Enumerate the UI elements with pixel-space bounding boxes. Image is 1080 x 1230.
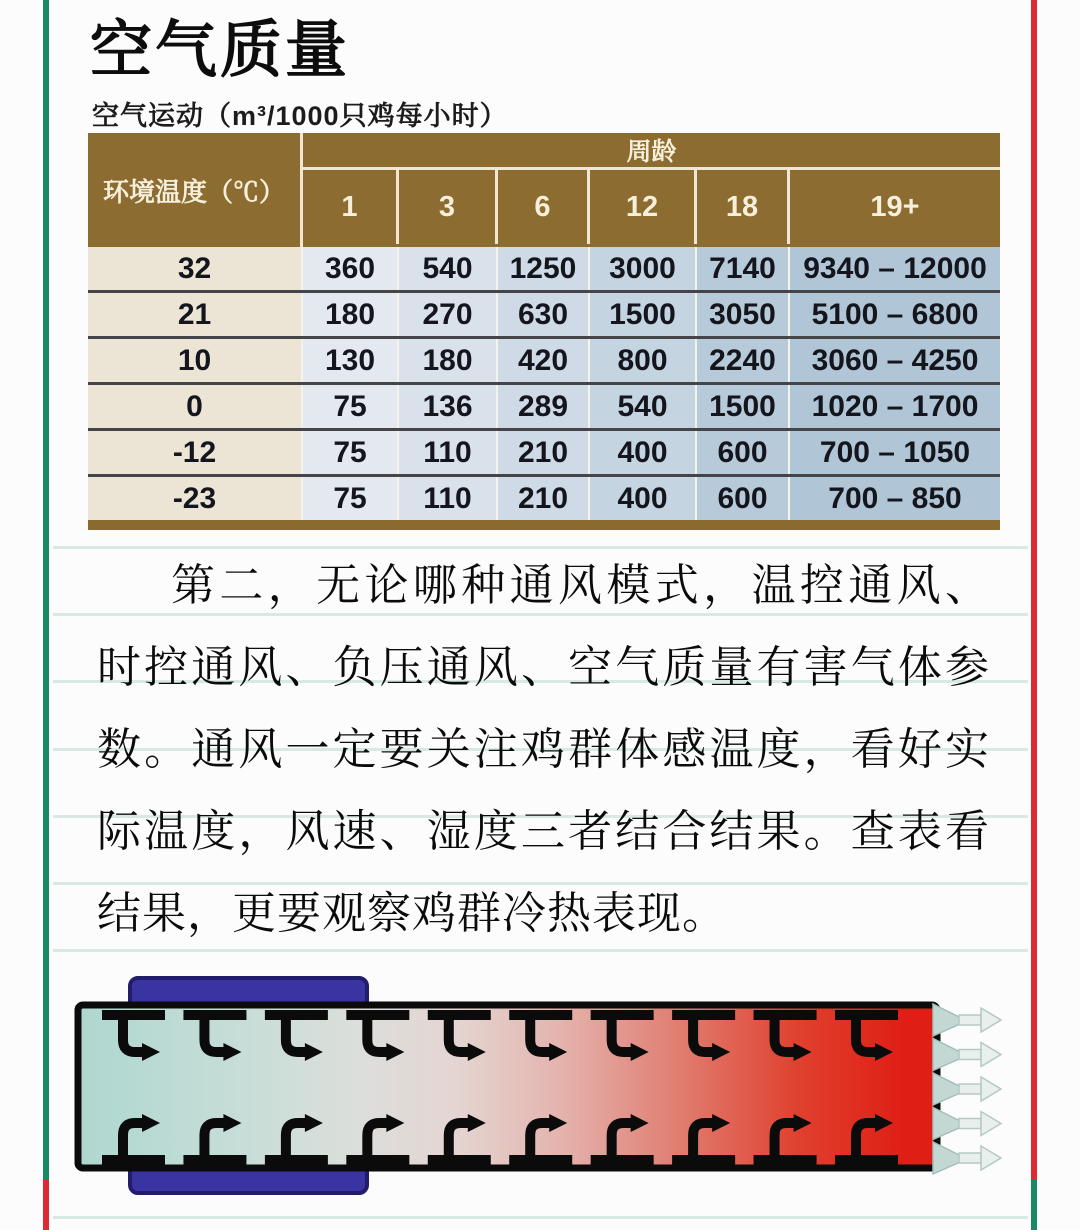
exhaust-fan-arrows	[933, 1004, 1001, 1174]
value-cell: 420	[498, 339, 590, 382]
temp-cell: 21	[88, 293, 303, 336]
value-cell: 1500	[697, 385, 790, 428]
value-cell: 400	[590, 477, 697, 520]
value-cell: 1500	[590, 293, 697, 336]
value-cell: 3060 – 4250	[790, 339, 1000, 382]
table-row	[88, 290, 1000, 336]
value-cell: 630	[498, 293, 590, 336]
temp-cell: 10	[88, 339, 303, 382]
value-cell: 800	[590, 339, 697, 382]
value-cell: 540	[590, 385, 697, 428]
value-cell: 400	[590, 431, 697, 474]
body-paragraph	[97, 545, 990, 955]
table-row	[88, 336, 1000, 382]
value-cell: 5100 – 6800	[790, 293, 1000, 336]
left-accent-stripe-red	[43, 1180, 49, 1230]
value-cell: 700 – 850	[790, 477, 1000, 520]
value-cell: 180	[303, 293, 399, 336]
value-cell: 270	[399, 293, 498, 336]
header-age-6: 6	[498, 170, 590, 244]
value-cell: 289	[498, 385, 590, 428]
value-cell: 75	[303, 477, 399, 520]
header-age-19plus: 19+	[870, 190, 920, 223]
header-age-1: 1	[303, 170, 399, 244]
value-cell: 3050	[697, 293, 790, 336]
table-row	[88, 382, 1000, 428]
value-cell: 110	[399, 477, 498, 520]
exhaust-arrow-icon	[933, 1073, 1001, 1105]
table-header	[88, 133, 1000, 247]
exhaust-arrow-icon	[933, 1004, 1001, 1036]
right-accent-stripe-red	[1031, 0, 1037, 1180]
value-cell: 210	[498, 477, 590, 520]
value-cell: 7140	[697, 247, 790, 290]
exhaust-arrow-icon	[933, 1108, 1001, 1140]
temp-cell: -12	[88, 431, 303, 474]
value-cell: 700 – 1050	[790, 431, 1000, 474]
exhaust-arrow-icon	[933, 1039, 1001, 1071]
ruled-line	[53, 1216, 1028, 1219]
exhaust-arrow-icon	[933, 1142, 1001, 1174]
paragraph-line: 结果，更要观察鸡群冷热表现。	[97, 889, 727, 938]
temp-cell: -23	[88, 477, 303, 520]
table-row	[88, 247, 1000, 290]
value-cell: 136	[399, 385, 498, 428]
header-age-weeks: 周龄	[303, 133, 1000, 170]
right-accent-stripe-green	[1031, 1180, 1037, 1230]
temp-cell: 0	[88, 385, 303, 428]
paragraph-line: 时控通风、负压通风、空气质量有害气体参	[97, 643, 990, 692]
header-ambient-temp: 环境温度（℃）	[88, 133, 303, 247]
paragraph-line: 数。通风一定要关注鸡群体感温度，看好实	[97, 725, 990, 774]
tunnel-ventilation-diagram	[60, 960, 1020, 1215]
value-cell: 130	[303, 339, 399, 382]
header-age-3: 3	[399, 170, 498, 244]
table-caption: 空气运动（m³/1000只鸡每小时）	[92, 101, 508, 131]
value-cell: 540	[399, 247, 498, 290]
header-age-12: 12	[590, 170, 697, 244]
value-cell: 1250	[498, 247, 590, 290]
page-title: 空气质量	[90, 16, 351, 85]
value-cell: 2240	[697, 339, 790, 382]
value-cell: 180	[399, 339, 498, 382]
paragraph-line: 际温度，风速、湿度三者结合结果。查表看	[97, 807, 990, 856]
value-cell: 600	[697, 431, 790, 474]
value-cell: 3000	[590, 247, 697, 290]
header-age-18: 18	[697, 170, 790, 244]
table-bottom-bar	[88, 520, 1000, 530]
table-row	[88, 428, 1000, 474]
paragraph-line: 第二，无论哪种通风模式，温控通风、	[171, 561, 990, 610]
air-movement-table	[88, 133, 1000, 530]
value-cell: 360	[303, 247, 399, 290]
temp-cell: 32	[88, 247, 303, 290]
value-cell: 600	[697, 477, 790, 520]
value-cell: 75	[303, 385, 399, 428]
value-cell: 1020 – 1700	[790, 385, 1000, 428]
left-accent-stripe-green	[43, 0, 49, 1180]
value-cell: 110	[399, 431, 498, 474]
value-cell: 210	[498, 431, 590, 474]
table-row	[88, 474, 1000, 520]
value-cell: 75	[303, 431, 399, 474]
value-cell: 9340 – 12000	[790, 247, 1000, 290]
